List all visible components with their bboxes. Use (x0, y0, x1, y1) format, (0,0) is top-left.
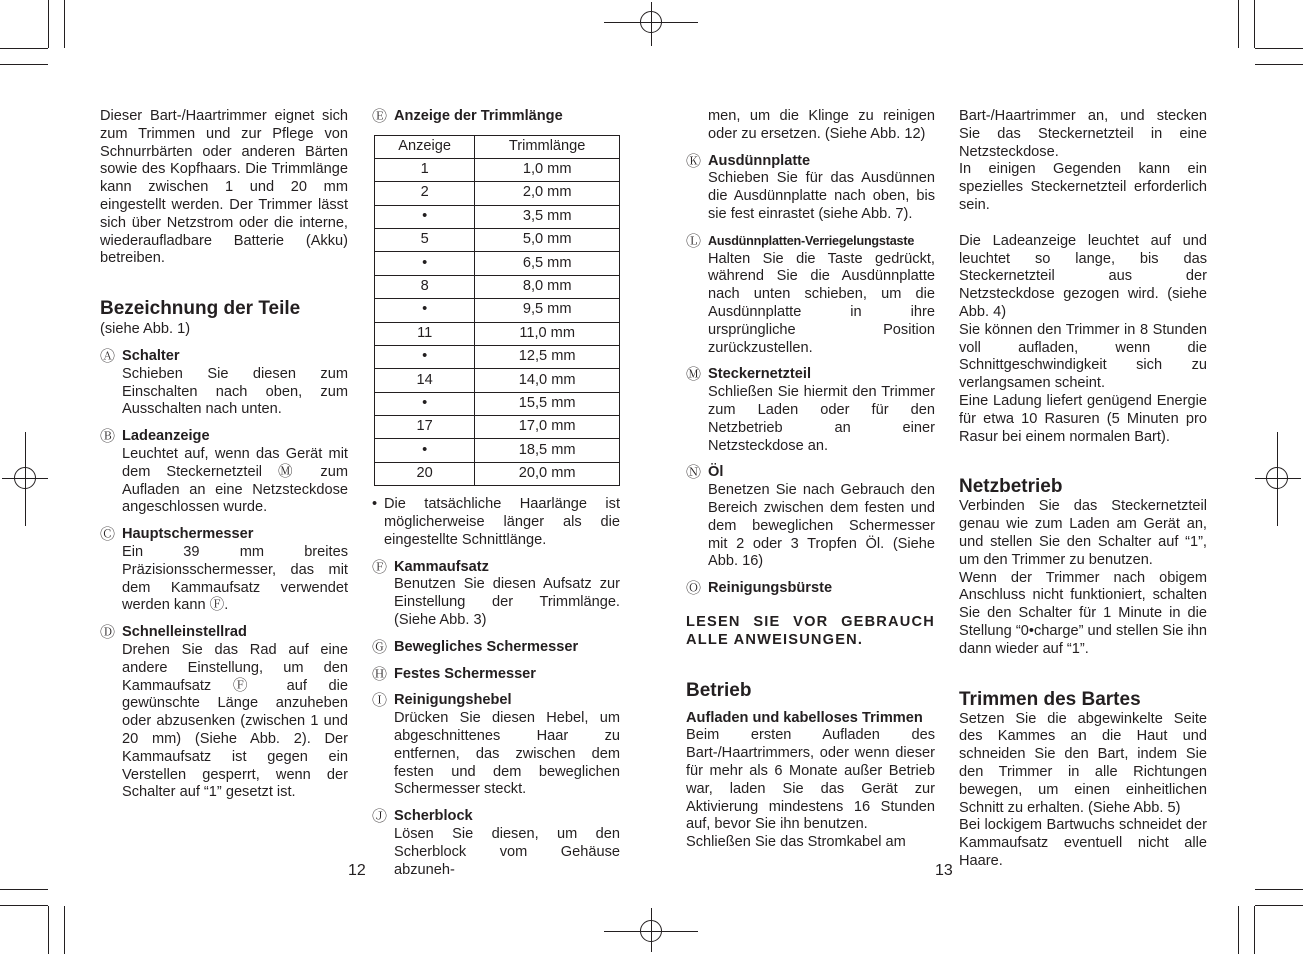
page-number-left: 12 (348, 862, 366, 879)
netz-heading: Netzbetrieb (959, 476, 1063, 498)
part-item (686, 153, 935, 224)
trimmen-text-2: Bei lockigem Bartwuchs schneidet der Kammaufsatz eventuell nicht alle Haare. (959, 817, 1207, 869)
part-item (686, 464, 935, 571)
table-cell-trimmlaenge: 12,5 mm (475, 345, 620, 368)
table-cell-anzeige: • (375, 439, 475, 462)
table-header-anzeige: Anzeige (375, 135, 475, 158)
table-cell-anzeige: 1 (375, 158, 475, 181)
column-4 (959, 108, 1207, 871)
netz-text-1: Verbinden Sie das Steckernetzteil genau wie zum Laden am Gerät an, und stellen Sie den Schalter auf “1”, um den Trimmer zu benutzen. (959, 498, 1207, 568)
warning-text: LESEN SIE VOR GEBRAUCH ALLE ANWEISUNGEN. (686, 613, 935, 648)
part-item (100, 624, 348, 802)
charging-text-5: Eine Ladung liefert genügend Energie für etwa 10 Rasuren (5 Minuten pro Rasur bei einem normalen Bart). (959, 392, 1207, 445)
part-description: Drehen Sie das Rad auf eine andere Einstellung, um den Kammaufsatz Ⓕ auf die gewünschte Länge anzuheben oder abzusenken (zwischen 1 und 20 mm) (Siehe Abb. 2). Der Kammaufsatz ist gegen ein Verstellen gesperrt, wenn der Schalter auf “1” gesetzt ist. (122, 641, 348, 801)
part-badge: Ⓛ (686, 232, 702, 250)
betrieb-text-1: Beim ersten Aufladen des Bart-/Haartrimmers, oder wenn dieser für mehr als 6 Monate außer Betrieb war, laden Sie das Gerät zur Aktivierung mindestens 16 Stunden auf, bevor Sie ihn benutzen. (686, 727, 935, 833)
table-cell-anzeige: 17 (375, 416, 475, 439)
netz-text-2: Wenn der Trimmer nach obigem Anschluss nicht funktioniert, schalten Sie den Schalter für 1 Minute in die Stellung “0•charge” und stellen Sie ihn dann wieder auf “1”. (959, 569, 1207, 657)
table-cell-trimmlaenge: 1,0 mm (475, 158, 620, 181)
table-row (375, 392, 620, 415)
part-badge: Ⓜ (686, 366, 702, 384)
part-item (686, 233, 935, 358)
charging-text-1: Bart-/Haartrimmer an, und stecken Sie das Steckernetzteil in eine Netzsteckdose. (959, 108, 1207, 160)
charging-text-3: Die Ladeanzeige leuchtet auf und leuchtet so lange, bis das Steckernetzteil aus der Netzsteckdose gezogen wird. (siehe Abb. 4) (959, 232, 1207, 320)
part-title: Öl (708, 464, 724, 481)
betrieb-heading: Betrieb (686, 679, 752, 701)
parts-list-2 (372, 559, 620, 880)
table-cell-anzeige: 2 (375, 182, 475, 205)
continued-text: men, um die Klinge zu reinigen oder zu ersetzen. (Siehe Abb. 12) (708, 108, 935, 142)
table-row (375, 158, 620, 181)
table-row (375, 369, 620, 392)
column-1 (100, 108, 348, 802)
trim-length-table (374, 135, 620, 486)
table-cell-trimmlaenge: 2,0 mm (475, 182, 620, 205)
table-row (375, 299, 620, 322)
table-row (375, 275, 620, 298)
betrieb-text-2: Schließen Sie das Stromkabel am (686, 834, 906, 851)
part-badge: Ⓒ (100, 526, 116, 544)
table-cell-trimmlaenge: 18,5 mm (475, 439, 620, 462)
part-title: Ausdünnplatte (708, 152, 811, 169)
part-item (686, 580, 935, 598)
part-item (686, 366, 935, 455)
part-title: Reinigungshebel (394, 692, 512, 709)
table-cell-trimmlaenge: 9,5 mm (475, 299, 620, 322)
trimmen-heading: Trimmen des Bartes (959, 688, 1141, 710)
part-description: Leuchtet auf, wenn das Gerät mit dem Steckernetzteil Ⓜ zum Aufladen an eine Netzsteckdose angeschlossen wurde. (122, 445, 348, 516)
parts-heading: Bezeichnung der Teile (100, 298, 301, 320)
part-title: Hauptschermesser (122, 526, 254, 543)
part-badge: Ⓑ (100, 428, 116, 446)
part-title: Ladeanzeige (122, 428, 210, 445)
table-row (375, 416, 620, 439)
table-row (375, 228, 620, 251)
table-cell-trimmlaenge: 15,5 mm (475, 392, 620, 415)
part-badge: Ⓙ (372, 808, 388, 826)
part-title: Schnelleinstellrad (122, 624, 247, 641)
table-cell-trimmlaenge: 11,0 mm (475, 322, 620, 345)
note (372, 496, 620, 549)
charging-text-2: In einigen Gegenden kann ein spezielles Steckernetzteil erforderlich sein. (959, 161, 1207, 213)
column-3 (686, 108, 935, 852)
table-header-trimmlaenge: Trimmlänge (475, 135, 620, 158)
part-item (372, 808, 620, 879)
trimmen-text-1: Setzen Sie die abgewinkelte Seite des Kammes an die Haut und schneiden Sie den Bart, indem Sie den Trimmer in alle Richtungen bewegen, um einen einheitlichen Schnitt zu erhalten. (Siehe Abb. 5) (959, 710, 1207, 816)
table-row (375, 252, 620, 275)
part-description: Lösen Sie diesen, um den Scherblock vom Gehäuse abzuneh- (394, 826, 620, 878)
page-number-right: 13 (935, 862, 953, 879)
part-item (100, 348, 348, 419)
table-row (375, 462, 620, 485)
note-bullet: • (372, 496, 378, 513)
part-badge: Ⓞ (686, 580, 702, 598)
part-item (100, 526, 348, 615)
table-cell-anzeige: • (375, 205, 475, 228)
part-description: Drücken Sie diesen Hebel, um abgeschnittenes Haar zu entfernen, das zwischen dem festen und dem beweglichen Schermesser steckt. (394, 710, 620, 798)
part-description: Schieben Sie diesen zum Einschalten nach oben, zum Ausschalten nach unten. (122, 365, 348, 418)
table-row (375, 205, 620, 228)
parts-list (100, 348, 348, 802)
table-header-row (375, 135, 620, 158)
part-item (372, 692, 620, 799)
betrieb-subheading: Aufladen und kabelloses Trimmen (686, 709, 923, 726)
note-text: Die tatsächliche Haarlänge ist möglicherweise länger als die eingestellte Schnittlänge. (384, 496, 620, 548)
table-cell-trimmlaenge: 17,0 mm (475, 416, 620, 439)
table-row (375, 182, 620, 205)
part-item (372, 559, 620, 630)
part-badge: Ⓐ (100, 347, 116, 365)
table-cell-anzeige: 11 (375, 322, 475, 345)
part-item (100, 428, 348, 517)
part-badge: Ⓖ (372, 638, 388, 656)
badge-e: Ⓔ (372, 108, 388, 125)
table-cell-trimmlaenge: 3,5 mm (475, 205, 620, 228)
part-item (372, 666, 620, 684)
trim-length-title: Anzeige der Trimmlänge (394, 108, 563, 124)
part-title: Kammaufsatz (394, 558, 489, 575)
part-description: Schließen Sie hiermit den Trimmer zum Laden oder für den Netzbetrieb an einer Netzsteckdose an. (708, 384, 935, 454)
part-title: Schalter (122, 347, 180, 364)
part-description: Halten Sie die Taste gedrückt, während Sie die Ausdünnplatte nach unten schieben, um die Ausdünnplatte in ihre ursprüngliche Position zurückzustellen. (708, 250, 935, 356)
table-cell-anzeige: 8 (375, 275, 475, 298)
trim-length-item (372, 108, 620, 126)
part-title: Festes Schermesser (394, 665, 536, 682)
table-cell-anzeige: 14 (375, 369, 475, 392)
part-description: Ein 39 mm breites Präzisionsschermesser, das mit dem Kammaufsatz verwendet werden kann Ⓕ. (122, 543, 348, 614)
table-cell-anzeige: • (375, 252, 475, 275)
charging-text-4: Sie können den Trimmer in 8 Stunden voll aufladen, wenn die Schnittgeschwindigkeit sich zu verlangsamen scheint. (959, 321, 1207, 392)
table-cell-trimmlaenge: 6,5 mm (475, 252, 620, 275)
part-title: Ausdünnplatten-Verriegelungstaste (708, 233, 915, 248)
part-item (372, 639, 620, 657)
table-row (375, 345, 620, 368)
table-cell-anzeige: • (375, 345, 475, 368)
column-2 (372, 108, 620, 879)
table-cell-anzeige: 5 (375, 228, 475, 251)
table-row (375, 439, 620, 462)
part-title: Reinigungsbürste (708, 580, 833, 597)
intro-text: Dieser Bart-/Haartrimmer eignet sich zum Trimmen und zur Pflege von Schnurrbärten oder anderen Bärten sowie des Kopfhaars. Die Trimmlänge kann zwischen 1 und 20 mm eingestellt werden. Der Trimmer lässt sich über Netzstrom oder die interne, wiederaufladbare Batterie (Akku) betreiben. (100, 108, 348, 267)
table-cell-trimmlaenge: 14,0 mm (475, 369, 620, 392)
table-row (375, 322, 620, 345)
parts-reference: (siehe Abb. 1) (100, 321, 191, 338)
part-badge: Ⓗ (372, 665, 388, 683)
part-badge: Ⓕ (372, 558, 388, 576)
part-title: Steckernetzteil (708, 366, 812, 383)
table-cell-trimmlaenge: 8,0 mm (475, 275, 620, 298)
part-description: Schieben Sie für das Ausdünnen die Ausdünnplatte nach oben, bis sie fest einrastet (siehe Abb. 7). (708, 170, 935, 222)
part-description: Benutzen Sie diesen Aufsatz zur Einstellung der Trimmlänge. (Siehe Abb. 3) (394, 576, 620, 629)
parts-list-3 (686, 153, 935, 598)
table-cell-anzeige: • (375, 392, 475, 415)
part-badge: Ⓓ (100, 624, 116, 642)
table-cell-anzeige: • (375, 299, 475, 322)
table-cell-trimmlaenge: 20,0 mm (475, 462, 620, 485)
part-title: Bewegliches Schermesser (394, 638, 579, 655)
part-badge: Ⓚ (686, 152, 702, 170)
part-badge: Ⓘ (372, 692, 388, 710)
part-description: Benetzen Sie nach Gebrauch den Bereich zwischen dem festen und dem beweglichen Schermesser mit 2 oder 3 Tropfen Öl. (Siehe Abb. 16) (708, 482, 935, 570)
table-cell-anzeige: 20 (375, 462, 475, 485)
table-cell-trimmlaenge: 5,0 mm (475, 228, 620, 251)
part-badge: Ⓝ (686, 464, 702, 482)
part-title: Scherblock (394, 808, 473, 825)
